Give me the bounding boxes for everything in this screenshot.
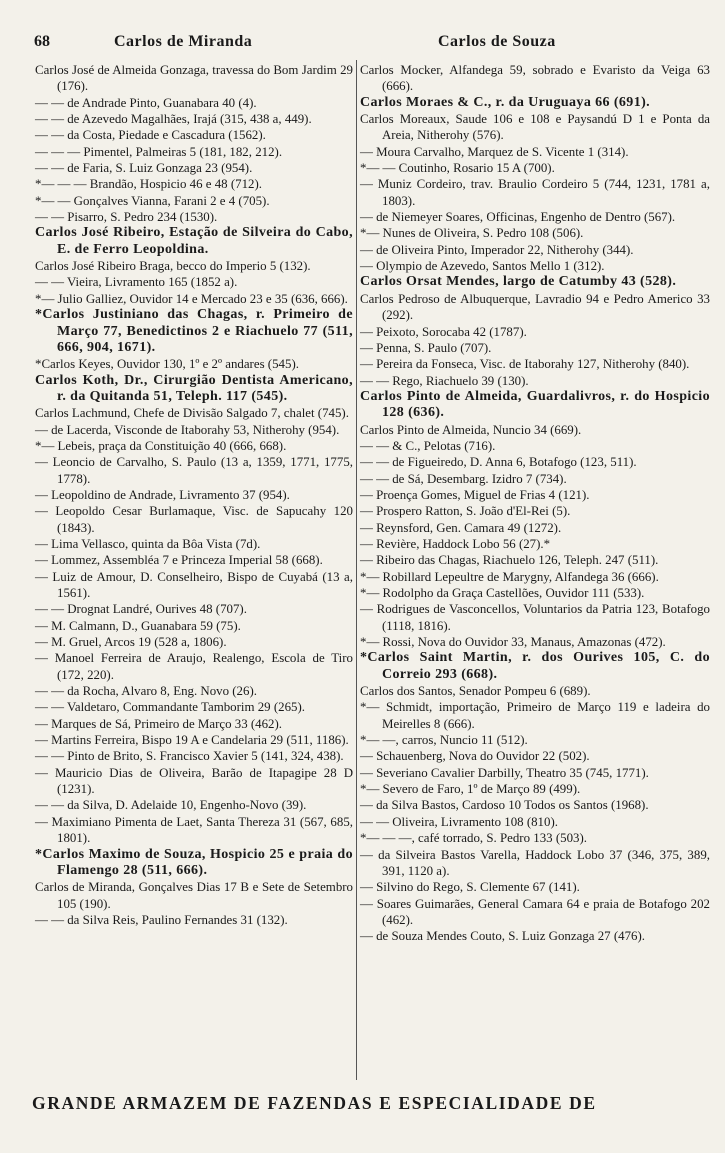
directory-entry: — Moura Carvalho, Marquez de S. Vicente 1 (314).: [360, 144, 629, 159]
directory-entry: *— Lebeis, praça da Constituição 40 (666, 668).: [35, 438, 287, 453]
directory-entry: — M. Calmann, D., Guanabara 59 (75).: [35, 618, 241, 633]
directory-entry: — — Drognat Landré, Ourives 48 (707).: [35, 602, 247, 617]
directory-entry: — — de Faria, S. Luiz Gonzaga 23 (954).: [35, 161, 253, 176]
directory-entry: — Prospero Ratton, S. João d'El-Rei (5).: [360, 504, 571, 519]
left-column: [35, 62, 353, 928]
directory-entry: — — da Silva Reis, Paulino Fernandes 31 (132).: [35, 912, 288, 927]
page-number: 68: [34, 33, 50, 50]
directory-entry: *— Rossi, Nova do Ouvidor 33, Manaus, Amazonas (472).: [360, 635, 666, 650]
directory-entry: *Carlos Justiniano das Chagas, r. Primeiro de Março 77, Benedictinos 2 e Riachuelo 77 (511, 666, 904, 1671).: [35, 307, 353, 355]
directory-entry: — de Lacerda, Visconde de Itaborahy 53, Nitherohy (954).: [35, 422, 340, 437]
running-head-right: Carlos de Souza: [438, 33, 556, 50]
directory-entry: Carlos Lachmund, Chefe de Divisão Salgado 7, chalet (745).: [35, 406, 349, 421]
directory-entry: — — da Rocha, Alvaro 8, Eng. Novo (26).: [35, 684, 257, 699]
directory-entry: — de Souza Mendes Couto, S. Luiz Gonzaga 27 (476).: [360, 929, 645, 944]
directory-entry: *— — — Brandão, Hospicio 46 e 48 (712).: [35, 177, 262, 192]
directory-entry: — — da Silva, D. Adelaide 10, Engenho-Novo (39).: [35, 798, 307, 813]
directory-entry: Carlos Mocker, Alfandega 59, sobrado e Evaristo da Veiga 63 (666).: [360, 63, 710, 94]
directory-entry: — Penna, S. Paulo (707).: [360, 340, 492, 355]
directory-entry: — Mauricio Dias de Oliveira, Barão de Itapagipe 28 D (1231).: [35, 765, 353, 797]
directory-entry: — Leopoldino de Andrade, Livramento 37 (954).: [35, 487, 290, 502]
directory-entry: — Lommez, Assembléa 7 e Princeza Imperial 58 (668).: [35, 553, 323, 568]
directory-entry: — — da Costa, Piedade e Cascadura (1562).: [35, 128, 266, 143]
directory-entry: Carlos José Ribeiro Braga, becco do Imperio 5 (132).: [35, 259, 311, 274]
directory-entry: Carlos Pedroso de Albuquerque, Lavradio 94 e Pedro Americo 33 (292).: [360, 291, 710, 323]
directory-entry: — — Oliveira, Livramento 108 (810).: [360, 814, 558, 829]
directory-entry: — — Pisarro, S. Pedro 234 (1530).: [35, 210, 218, 225]
directory-entry: Carlos dos Santos, Senador Pompeu 6 (689).: [360, 684, 591, 699]
directory-entry: *— —, carros, Nuncio 11 (512).: [360, 733, 528, 748]
directory-entry: — de Niemeyer Soares, Officinas, Engenho de Dentro (567).: [360, 210, 676, 225]
directory-entry: — Leoncio de Carvalho, S. Paulo (13 a, 1359, 1771, 1775, 1778).: [35, 455, 353, 486]
directory-entry: — Soares Guimarães, General Camara 64 e praia de Botafogo 202 (462).: [360, 896, 710, 927]
directory-entry: — Severiano Cavalier Darbilly, Theatro 35 (745, 1771).: [360, 765, 649, 780]
directory-entry: Carlos Orsat Mendes, largo de Catumby 43 (528).: [360, 274, 677, 290]
directory-entry: — — Rego, Riachuelo 39 (130).: [360, 373, 529, 388]
directory-entry: — — de Andrade Pinto, Guanabara 40 (4).: [35, 95, 257, 110]
directory-entry: — Ribeiro das Chagas, Riachuelo 126, Teleph. 247 (511).: [360, 553, 659, 568]
directory-entry: — — — Pimentel, Palmeiras 5 (181, 182, 212).: [35, 144, 283, 159]
directory-entry: Carlos José de Almeida Gonzaga, travessa do Bom Jardim 29 (176).: [35, 63, 353, 94]
directory-entry: — da Silveira Bastos Varella, Haddock Lobo 37 (346, 375, 389, 391, 1120 a).: [360, 847, 710, 878]
directory-entry: — Schauenberg, Nova do Ouvidor 22 (502).: [360, 749, 590, 764]
directory-entry: — — & C., Pelotas (716).: [360, 438, 496, 453]
directory-entry: — — Valdetaro, Commandante Tamborim 29 (265).: [35, 700, 305, 715]
page-header: [34, 33, 711, 53]
directory-entry: — — de Azevedo Magalhães, Irajá (315, 438 a, 449).: [35, 112, 312, 127]
directory-entry: *— Schmidt, importação, Primeiro de Março 119 e ladeira do Meirelles 8 (666).: [360, 700, 710, 731]
directory-entry: — Revière, Haddock Lobo 56 (27).*: [360, 536, 551, 551]
directory-entry: — M. Gruel, Arcos 19 (528 a, 1806).: [35, 635, 227, 650]
directory-entry: *— Robillard Lepeultre de Marygny, Alfandega 36 (666).: [360, 569, 659, 584]
directory-entry: — — Pinto de Brito, S. Francisco Xavier 5 (141, 324, 438).: [35, 749, 344, 764]
directory-entry: — — de Sá, Desembarg. Izidro 7 (734).: [360, 471, 567, 486]
column-divider: [356, 60, 357, 1080]
directory-entry: Carlos Pinto de Almeida, Guardalivros, r. do Hospicio 128 (636).: [360, 388, 710, 421]
directory-entry: Carlos Koth, Dr., Cirurgião Dentista Americano, r. da Quitanda 51, Teleph. 117 (545).: [35, 372, 353, 404]
directory-entry: *— Severo de Faro, 1º de Março 89 (499).: [360, 782, 581, 797]
directory-entry: — Peixoto, Sorocaba 42 (1787).: [360, 324, 527, 339]
directory-entry: Carlos José Ribeiro, Estação de Silveira do Cabo, E. de Ferro Leopoldina.: [35, 225, 353, 257]
directory-entry: — Olympio de Azevedo, Santos Mello 1 (312).: [360, 259, 605, 274]
directory-entry: — Reynsford, Gen. Camara 49 (1272).: [360, 520, 562, 535]
directory-entry: — Pereira da Fonseca, Visc. de Itaborahy 127, Nitherohy (840).: [360, 357, 690, 372]
directory-entry: *— Julio Galliez, Ouvidor 14 e Mercado 23 e 35 (636, 666).: [35, 291, 348, 306]
directory-entry: — Muniz Cordeiro, trav. Braulio Cordeiro 5 (744, 1231, 1781 a, 1803).: [360, 177, 710, 208]
directory-entry: — Proença Gomes, Miguel de Frias 4 (121).: [360, 487, 590, 502]
directory-entry: *— Rodolpho da Graça Castellões, Ouvidor 111 (533).: [360, 586, 645, 600]
directory-entry: *— — Coutinho, Rosario 15 A (700).: [360, 161, 555, 176]
directory-entry: — da Silva Bastos, Cardoso 10 Todos os Santos (1968).: [360, 798, 649, 813]
directory-entry: — Silvino do Rego, S. Clemente 67 (141).: [360, 880, 580, 895]
directory-entry: *— — Gonçalves Vianna, Farani 2 e 4 (705).: [35, 193, 270, 208]
directory-entry: *Carlos Keyes, Ouvidor 130, 1º e 2º andares (545).: [35, 357, 299, 372]
directory-entry: *Carlos Maximo de Souza, Hospicio 25 e praia do Flamengo 28 (511, 666).: [35, 846, 353, 878]
directory-entry: *— — —, café torrado, S. Pedro 133 (503).: [360, 831, 587, 846]
directory-entry: — Marques de Sá, Primeiro de Março 33 (462).: [35, 716, 283, 731]
directory-entry: — Maximiano Pimenta de Laet, Santa Thereza 31 (567, 685, 1801).: [35, 814, 353, 846]
footer-advertisement: GRANDE ARMAZEM DE FAZENDAS E ESPECIALIDADE DE: [32, 1093, 597, 1113]
directory-entry: *— Nunes de Oliveira, S. Pedro 108 (506).: [360, 226, 584, 241]
directory-entry: — de Oliveira Pinto, Imperador 22, Nitherohy (344).: [360, 242, 634, 257]
directory-entry: Carlos Moraes & C., r. da Uruguaya 66 (691).: [360, 94, 651, 110]
directory-entry: — Luiz de Amour, D. Conselheiro, Bispo de Cuyabá (13 a, 1561).: [35, 569, 353, 600]
directory-entry: — Leopoldo Cesar Burlamaque, Visc. de Sapucahy 120 (1843).: [35, 504, 353, 535]
directory-entry: Carlos Pinto de Almeida, Nuncio 34 (669).: [360, 422, 582, 437]
directory-entry: — Lima Vellasco, quinta da Bôa Vista (7d).: [35, 536, 261, 551]
directory-entry: *Carlos Saint Martin, r. dos Ourives 105, C. do Correio 293 (668).: [360, 650, 710, 682]
right-column: [360, 62, 710, 945]
directory-entry: — Manoel Ferreira de Araujo, Realengo, Escola de Tiro (172, 220).: [35, 651, 353, 682]
directory-entry: — Rodrigues de Vasconcellos, Voluntarios da Patria 123, Botafogo (1118, 1816).: [360, 602, 710, 633]
directory-entry: — — Vieira, Livramento 165 (1852 a).: [35, 275, 238, 290]
running-head-left: Carlos de Miranda: [114, 33, 253, 50]
directory-entry: Carlos de Miranda, Gonçalves Dias 17 B e Sete de Setembro 105 (190).: [35, 880, 353, 911]
directory-entry: — — de Figueiredo, D. Anna 6, Botafogo (123, 511).: [360, 455, 637, 470]
directory-entry: Carlos Moreaux, Saude 106 e 108 e Paysandú D 1 e Ponta da Areia, Nitherohy (576).: [360, 112, 710, 143]
directory-entry: — Martins Ferreira, Bispo 19 A e Candelaria 29 (511, 1186).: [35, 733, 349, 748]
